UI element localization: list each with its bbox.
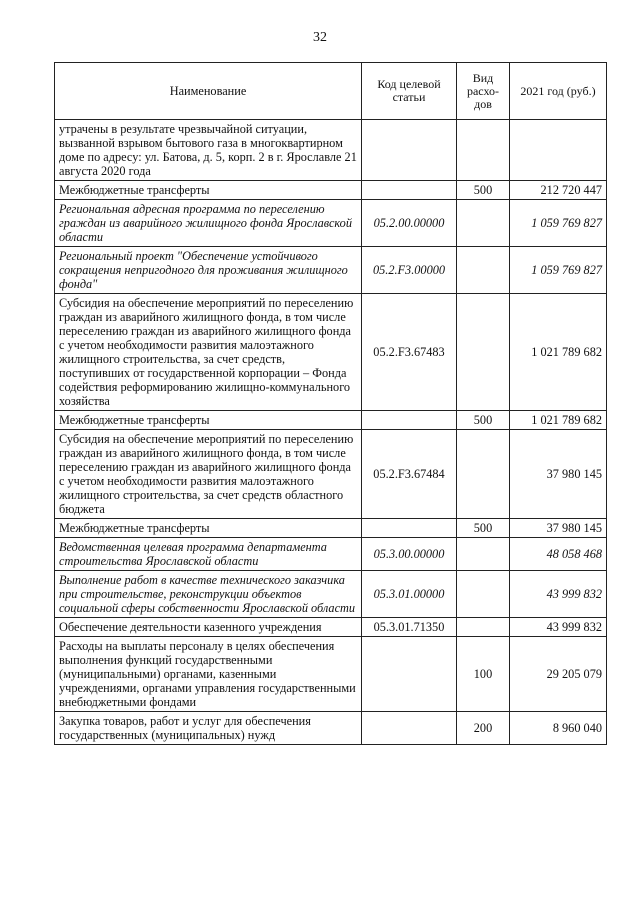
row-code: 05.2.00.00000 <box>362 200 457 247</box>
table-row <box>55 181 607 200</box>
row-name: Расходы на выплаты персоналу в целях обеспечения выполнения функций государственными (муниципальными) органами, казенными учреждениями, органами управления государственными внебюджетными фондами <box>55 637 362 712</box>
row-name: Межбюджетные трансферты <box>55 411 362 430</box>
row-name: Обеспечение деятельности казенного учреждения <box>55 618 362 637</box>
row-sum: 1 059 769 827 <box>510 200 607 247</box>
table-row <box>55 247 607 294</box>
row-name: Выполнение работ в качестве технического заказчика при строительстве, реконструкции объектов социальной сферы собственности Ярославской области <box>55 571 362 618</box>
row-kind: 500 <box>457 181 510 200</box>
row-kind: 500 <box>457 411 510 430</box>
row-code: 05.2.F3.67483 <box>362 294 457 411</box>
row-sum: 43 999 832 <box>510 618 607 637</box>
table-header-row <box>55 63 607 120</box>
row-code <box>362 120 457 181</box>
row-kind <box>457 430 510 519</box>
row-code <box>362 411 457 430</box>
row-sum: 37 980 145 <box>510 430 607 519</box>
row-code: 05.3.01.00000 <box>362 571 457 618</box>
budget-table <box>54 62 607 745</box>
header-name: Наименование <box>55 63 362 120</box>
row-name: Закупка товаров, работ и услуг для обеспечения государственных (муниципальных) нужд <box>55 712 362 745</box>
row-name: утрачены в результате чрезвычайной ситуации, вызванной взрывом бытового газа в многоквартирном доме по адресу: ул. Батова, д. 5, корп. 2 в г. Ярославле 21 августа 2020 года <box>55 120 362 181</box>
row-code: 05.3.00.00000 <box>362 538 457 571</box>
row-kind <box>457 120 510 181</box>
row-sum: 1 059 769 827 <box>510 247 607 294</box>
row-code: 05.2.F3.00000 <box>362 247 457 294</box>
table-row <box>55 430 607 519</box>
table-row <box>55 637 607 712</box>
table-row <box>55 200 607 247</box>
row-name: Субсидия на обеспечение мероприятий по переселению граждан из аварийного жилищного фонда, в том числе переселению граждан из аварийного жилищного фонда с учетом необходимости развития малоэтажного жилищного строительства, за счет средств областного бюджета <box>55 430 362 519</box>
table-row <box>55 120 607 181</box>
row-sum: 37 980 145 <box>510 519 607 538</box>
row-kind <box>457 571 510 618</box>
row-sum: 8 960 040 <box>510 712 607 745</box>
row-name: Региональная адресная программа по переселению граждан из аварийного жилищного фонда Ярославской области <box>55 200 362 247</box>
row-sum: 212 720 447 <box>510 181 607 200</box>
header-kind: Вид расхо-дов <box>457 63 510 120</box>
table-row <box>55 571 607 618</box>
row-kind <box>457 247 510 294</box>
row-code: 05.3.01.71350 <box>362 618 457 637</box>
row-name: Субсидия на обеспечение мероприятий по переселению граждан из аварийного жилищного фонда, в том числе переселению граждан из аварийного жилищного фонда с учетом необходимости развития малоэтажного жилищного строительства, за счет средств, поступивших от государственной корпорации – Фонда содействия реформированию жилищно-коммунального хозяйства <box>55 294 362 411</box>
row-kind <box>457 294 510 411</box>
row-sum <box>510 120 607 181</box>
header-code: Код целевой статьи <box>362 63 457 120</box>
row-kind <box>457 618 510 637</box>
row-code <box>362 519 457 538</box>
row-name: Ведомственная целевая программа департамента строительства Ярославской области <box>55 538 362 571</box>
table-row <box>55 411 607 430</box>
row-kind: 500 <box>457 519 510 538</box>
table-row <box>55 294 607 411</box>
row-code <box>362 637 457 712</box>
row-name: Межбюджетные трансферты <box>55 519 362 538</box>
page-number: 32 <box>313 30 327 45</box>
row-code: 05.2.F3.67484 <box>362 430 457 519</box>
row-sum: 48 058 468 <box>510 538 607 571</box>
header-sum: 2021 год (руб.) <box>510 63 607 120</box>
row-code <box>362 181 457 200</box>
table-row <box>55 519 607 538</box>
row-kind <box>457 538 510 571</box>
row-sum: 1 021 789 682 <box>510 294 607 411</box>
row-kind: 100 <box>457 637 510 712</box>
row-sum: 29 205 079 <box>510 637 607 712</box>
row-name: Межбюджетные трансферты <box>55 181 362 200</box>
row-sum: 1 021 789 682 <box>510 411 607 430</box>
table-row <box>55 618 607 637</box>
table-row <box>55 538 607 571</box>
row-code <box>362 712 457 745</box>
row-kind: 200 <box>457 712 510 745</box>
row-sum: 43 999 832 <box>510 571 607 618</box>
table-row <box>55 712 607 745</box>
row-name: Региональный проект "Обеспечение устойчивого сокращения непригодного для проживания жилищного фонда" <box>55 247 362 294</box>
row-kind <box>457 200 510 247</box>
